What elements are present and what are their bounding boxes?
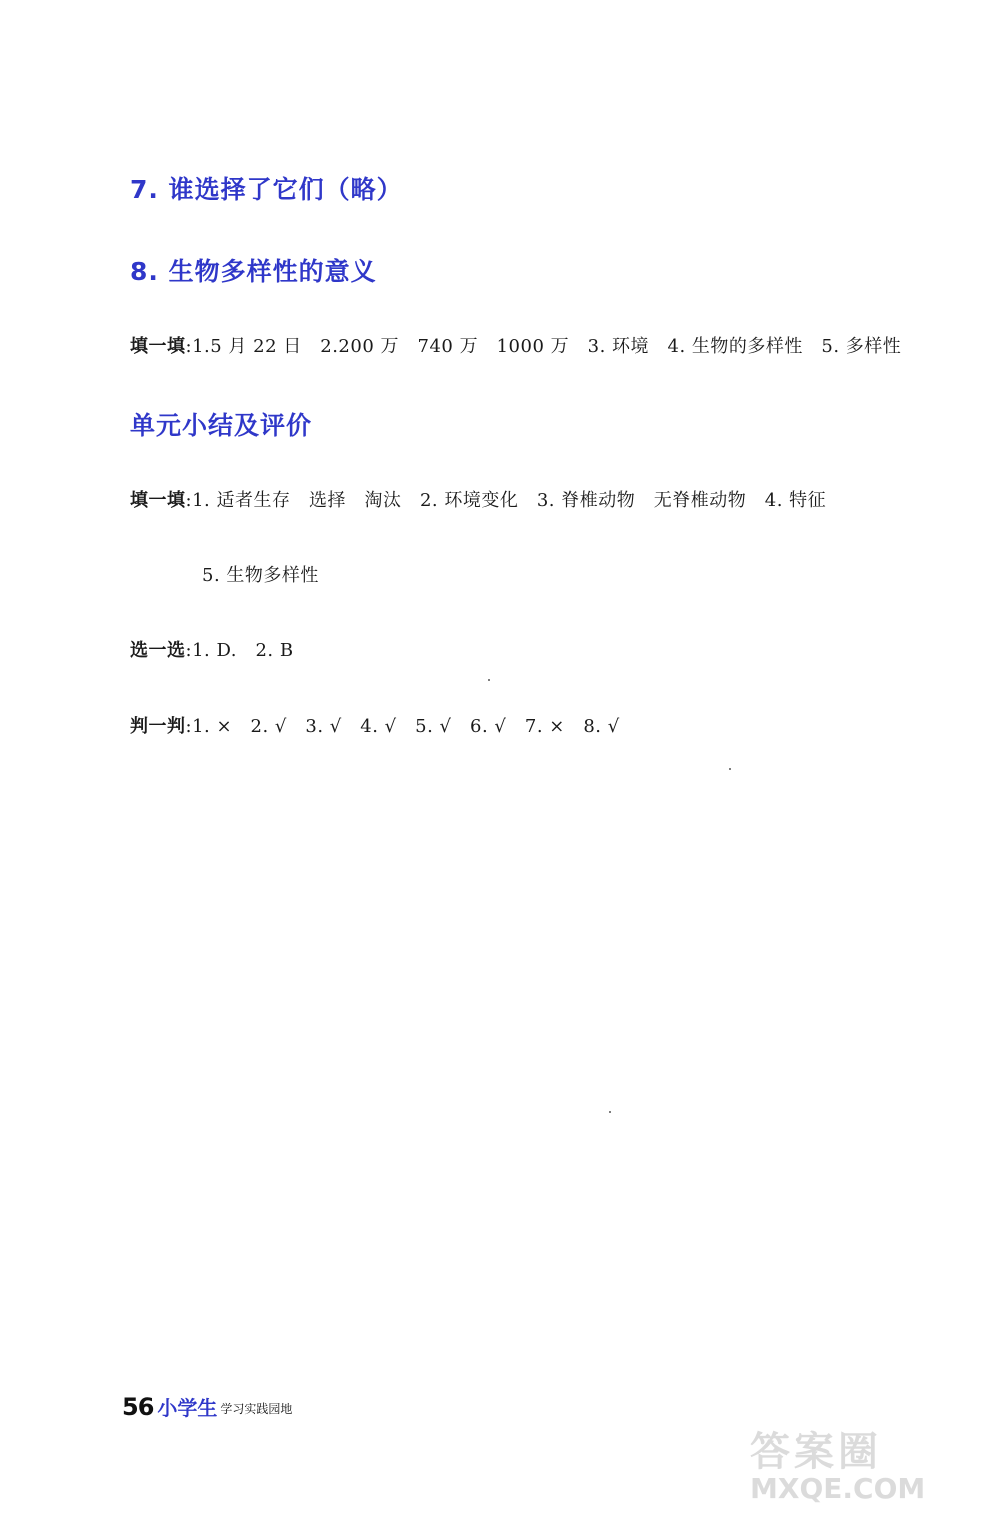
fill-label: 填一填 — [130, 336, 186, 357]
choose-answers — [130, 636, 294, 662]
scan-speck — [729, 768, 731, 770]
choose-label: 选一选 — [130, 640, 186, 661]
unit-summary-heading: 单元小结及评价 — [130, 411, 313, 440]
judge-answers — [130, 712, 620, 738]
judge-text: :1. × 2. √ 3. √ 4. √ 5. √ 6. √ 7. × 8. √ — [185, 716, 620, 737]
fill-answers-unit — [130, 486, 826, 512]
brand-name: 小学生 — [157, 1396, 218, 1420]
fill-text: :1. 适者生存 选择 淘汰 2. 环境变化 3. 脊椎动物 无脊椎动物 4. 特征 — [185, 490, 827, 511]
section-heading-8: 8. 生物多样性的意义 — [130, 257, 377, 286]
watermark-title: 答案圈 — [750, 1429, 882, 1475]
watermark-url: MXQE.COM — [750, 1472, 926, 1505]
fill-label: 填一填 — [130, 490, 186, 511]
fill-text: :1.5 月 22 日 2.200 万 740 万 1000 万 3. 环境 4. 生物的多样性 5. 多样性 — [185, 336, 902, 357]
brand-tagline: 学习实践园地 — [220, 1402, 293, 1416]
choose-text: :1. D. 2. B — [185, 640, 294, 661]
watermark-logo — [730, 1420, 990, 1510]
scan-speck — [488, 679, 490, 681]
section-heading-7: 7. 谁选择了它们（略） — [130, 175, 403, 204]
judge-label: 判一判 — [130, 716, 186, 737]
scan-speck — [609, 1111, 611, 1113]
fill-answers-continuation: 5. 生物多样性 — [202, 565, 319, 586]
fill-answers-8 — [130, 332, 901, 358]
page-footer — [122, 1392, 292, 1421]
page-number: 56 — [122, 1393, 154, 1421]
